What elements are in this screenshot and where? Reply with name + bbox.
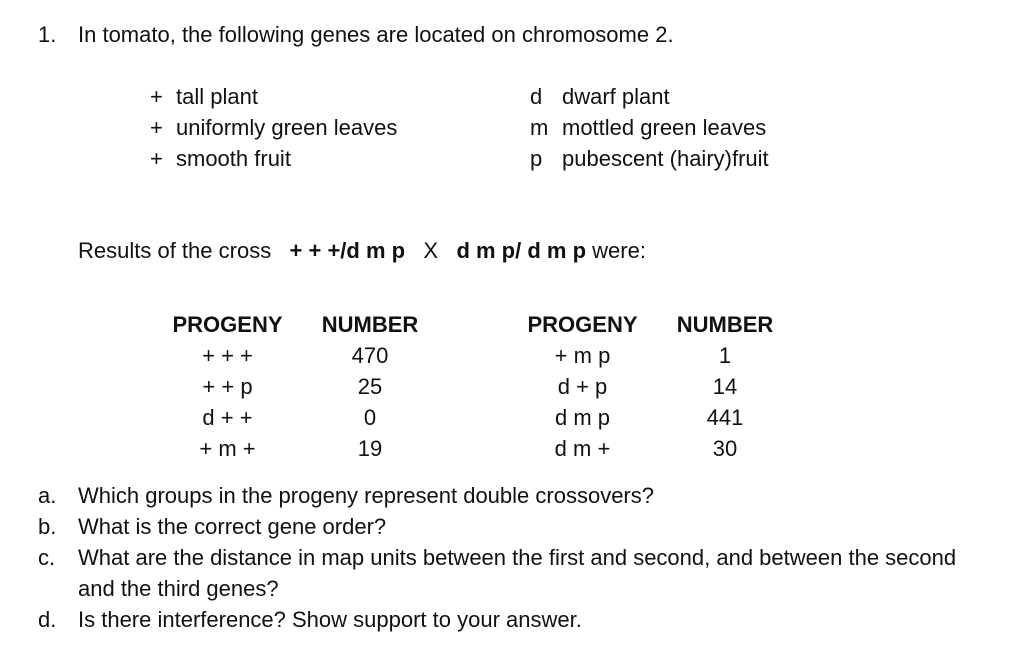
subquestion-text: Which groups in the progeny represent double crossovers? (78, 483, 654, 508)
gene-symbol: + (150, 146, 163, 171)
gene-description: smooth fruit (176, 146, 291, 171)
gene-symbol: m (530, 115, 549, 140)
gene-row (150, 144, 397, 175)
gene-row (530, 82, 769, 113)
number-cell: 14 (712, 374, 738, 399)
subquestion-c-continuation: and the third genes? (78, 576, 279, 601)
gene-symbol: + (150, 115, 163, 140)
progeny-cell: d m + (554, 436, 611, 461)
number-column (315, 310, 425, 465)
progeny-cell: + + + (202, 343, 253, 368)
progeny-cell: + m + (199, 436, 256, 461)
progeny-cell: + m p (554, 343, 611, 368)
subquestion-c (38, 543, 956, 574)
subquestion-a (38, 481, 956, 512)
gene-symbol: p (530, 146, 543, 171)
number-cell: 1 (718, 343, 732, 368)
number-cell: 441 (706, 405, 744, 430)
gene-row (150, 113, 397, 144)
cross-parent1: + + +/d m p (289, 238, 406, 263)
cross-results-line (78, 236, 646, 266)
subquestion-text: Is there interference? Show support to your answer. (78, 607, 582, 632)
column-header: NUMBER (321, 312, 419, 337)
subquestion-b (38, 512, 956, 543)
progeny-cell: d + p (557, 374, 608, 399)
progeny-cell: + + p (202, 374, 253, 399)
column-header: PROGENY (172, 312, 283, 337)
progeny-column (525, 310, 640, 465)
gene-description: mottled green leaves (562, 115, 767, 140)
column-header: NUMBER (676, 312, 774, 337)
subquestion-d (38, 605, 956, 636)
subquestion-text: What is the correct gene order? (78, 514, 387, 539)
subquestions-list (38, 481, 956, 636)
cross-x: X (423, 238, 439, 263)
gene-description: uniformly green leaves (176, 115, 398, 140)
number-cell: 25 (357, 374, 383, 399)
subquestion-letter: c. (38, 545, 56, 570)
dominant-genes-list (150, 82, 397, 175)
progeny-cell: d m p (554, 405, 611, 430)
cross-parent2: d m p/ d m p (456, 238, 587, 263)
number-cell: 19 (357, 436, 383, 461)
number-cell: 0 (363, 405, 377, 430)
gene-description: tall plant (176, 84, 258, 109)
gene-symbol: + (150, 84, 163, 109)
gene-row (530, 144, 769, 175)
subquestion-text: What are the distance in map units between the first and second, and between the second (78, 545, 957, 570)
column-header: PROGENY (527, 312, 638, 337)
progeny-cell: d + + (202, 405, 253, 430)
subquestion-letter: b. (38, 514, 57, 539)
gene-row (150, 82, 397, 113)
gene-symbol: d (530, 84, 543, 109)
subquestion-letter: d. (38, 607, 57, 632)
gene-description: pubescent (hairy)fruit (562, 146, 769, 171)
question-text: In tomato, the following genes are located on chromosome 2. (78, 22, 674, 47)
subquestion-letter: a. (38, 483, 57, 508)
question-number: 1. (38, 22, 57, 47)
progeny-column (170, 310, 285, 465)
cross-suffix: were: (592, 238, 646, 263)
gene-description: dwarf plant (562, 84, 670, 109)
recessive-genes-list (530, 82, 769, 175)
number-column (670, 310, 780, 465)
gene-row (530, 113, 769, 144)
cross-prefix: Results of the cross (78, 238, 272, 263)
number-cell: 30 (712, 436, 738, 461)
number-cell: 470 (351, 343, 389, 368)
